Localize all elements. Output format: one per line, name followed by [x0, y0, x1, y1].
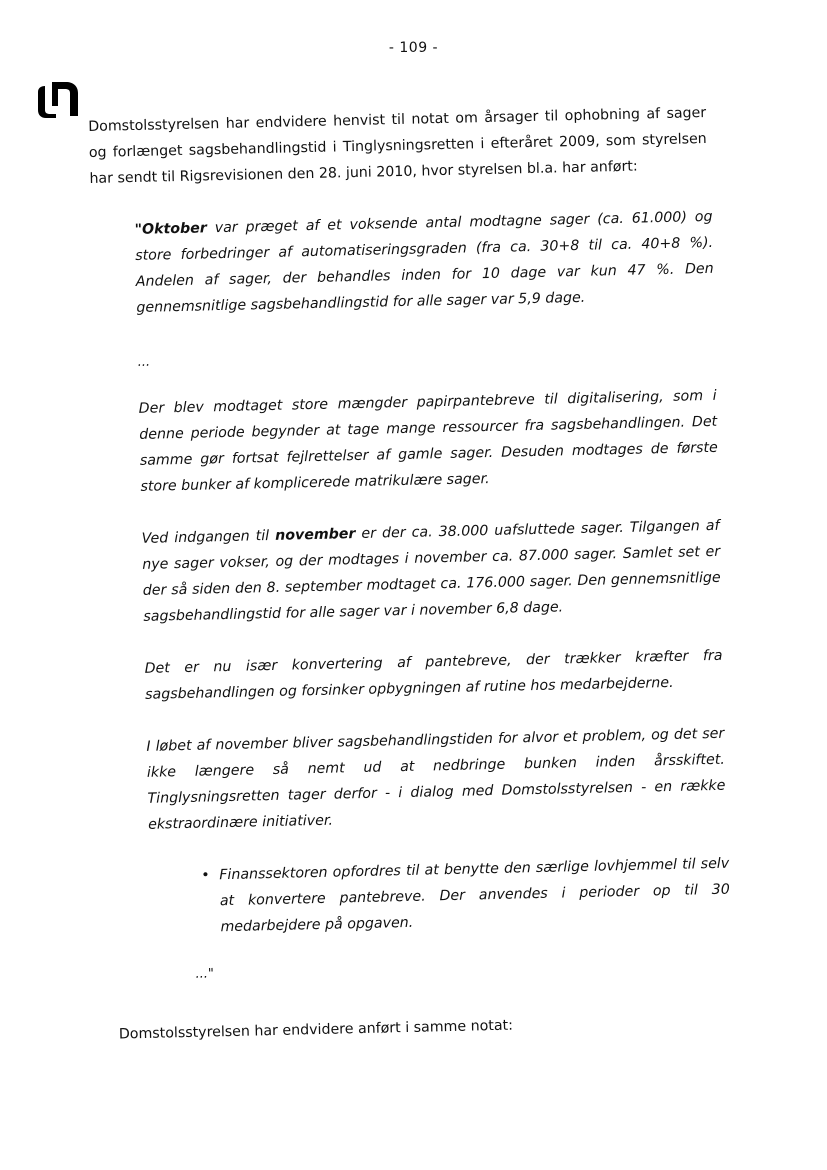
november-intro: Ved indgangen til — [141, 527, 276, 547]
quote-paragraph-november — [141, 513, 721, 630]
quote-ellipsis: ... — [137, 354, 151, 370]
month-october: Oktober — [141, 220, 208, 238]
intro-paragraph: Domstolsstyrelsen har endvidere henvist til notat om årsager til ophobning af sager og forlænget sagsbehandlingstid i Tinglysningsretten i efteråret 2009, som styrelsen har sendt til Rigsrevisionen den 28. juni 2010, hvor styrelsen bl.a. har anført: — [88, 104, 707, 187]
quote-closing: ..." — [195, 966, 215, 982]
quote-open-mark: " — [134, 221, 143, 238]
bullet-marker: • — [201, 867, 210, 884]
november-text: er der ca. 38.000 uafsluttede sager. Tilgangen af nye sager vokser, og der modtages i november ca. 87.000 sager. Samlet set er der så siden den 8. september modtaget ca. 176.000 sager. Den gennemsnitlige sagsbehandlingstid for alle sager var i november 6,8 dage. — [142, 517, 721, 625]
page-number: - 109 - — [388, 40, 439, 56]
bullet-list-item — [201, 851, 731, 941]
outro-paragraph: Domstolsstyrelsen har endvidere anført i samme notat: — [118, 1017, 514, 1043]
bullet-text: Finanssektoren opfordres til at benytte den særlige lovhjemmel til selv at konvertere pantebreve. Der anvendes i perioder op til 30 medarbejdere på opgaven. — [219, 855, 730, 936]
organization-logo — [36, 80, 80, 118]
quote-paragraph-digitalization: Der blev modtaget store mængder papirpantebreve til digitalisering, som i denne periode begynder at tage mange ressourcer fra sagsbehandlingen. Det samme gør fortsat fejlrettelser af gamle sager. Desuden modtages de første store bunker af komplicerede matrikulære sager. — [138, 387, 718, 495]
quote-paragraph-conversion: Det er nu især konvertering af pantebreve, der trækker kræfter fra sagsbehandlingen og forsinker opbygningen af rutine hos medarbejderne. — [144, 647, 723, 703]
quote-paragraph-october — [134, 204, 714, 321]
quote-paragraph-initiatives: I løbet af november bliver sagsbehandlingstiden for alvor et problem, og det ser ikke længere så nemt ud at nedbringe bunken inden årsskiftet. Tinglysningsretten tager derfor - i dialog med Domstolsstyrelsen - en række ekstraordinære initiativer. — [146, 725, 726, 833]
month-november: november — [274, 526, 356, 544]
document-body — [88, 99, 749, 1047]
october-text: var præget af et voksende antal modtagne sager (ca. 61.000) og store forbedringer af automatiseringsgraden (fra ca. 30+8 til ca. 40+8 %). Andelen af sager, der behandles inden for 10 dage var kun 47 %. Den gennemsnitlige sagsbehandlingstid for alle sager var 5,9 dage. — [135, 208, 714, 316]
